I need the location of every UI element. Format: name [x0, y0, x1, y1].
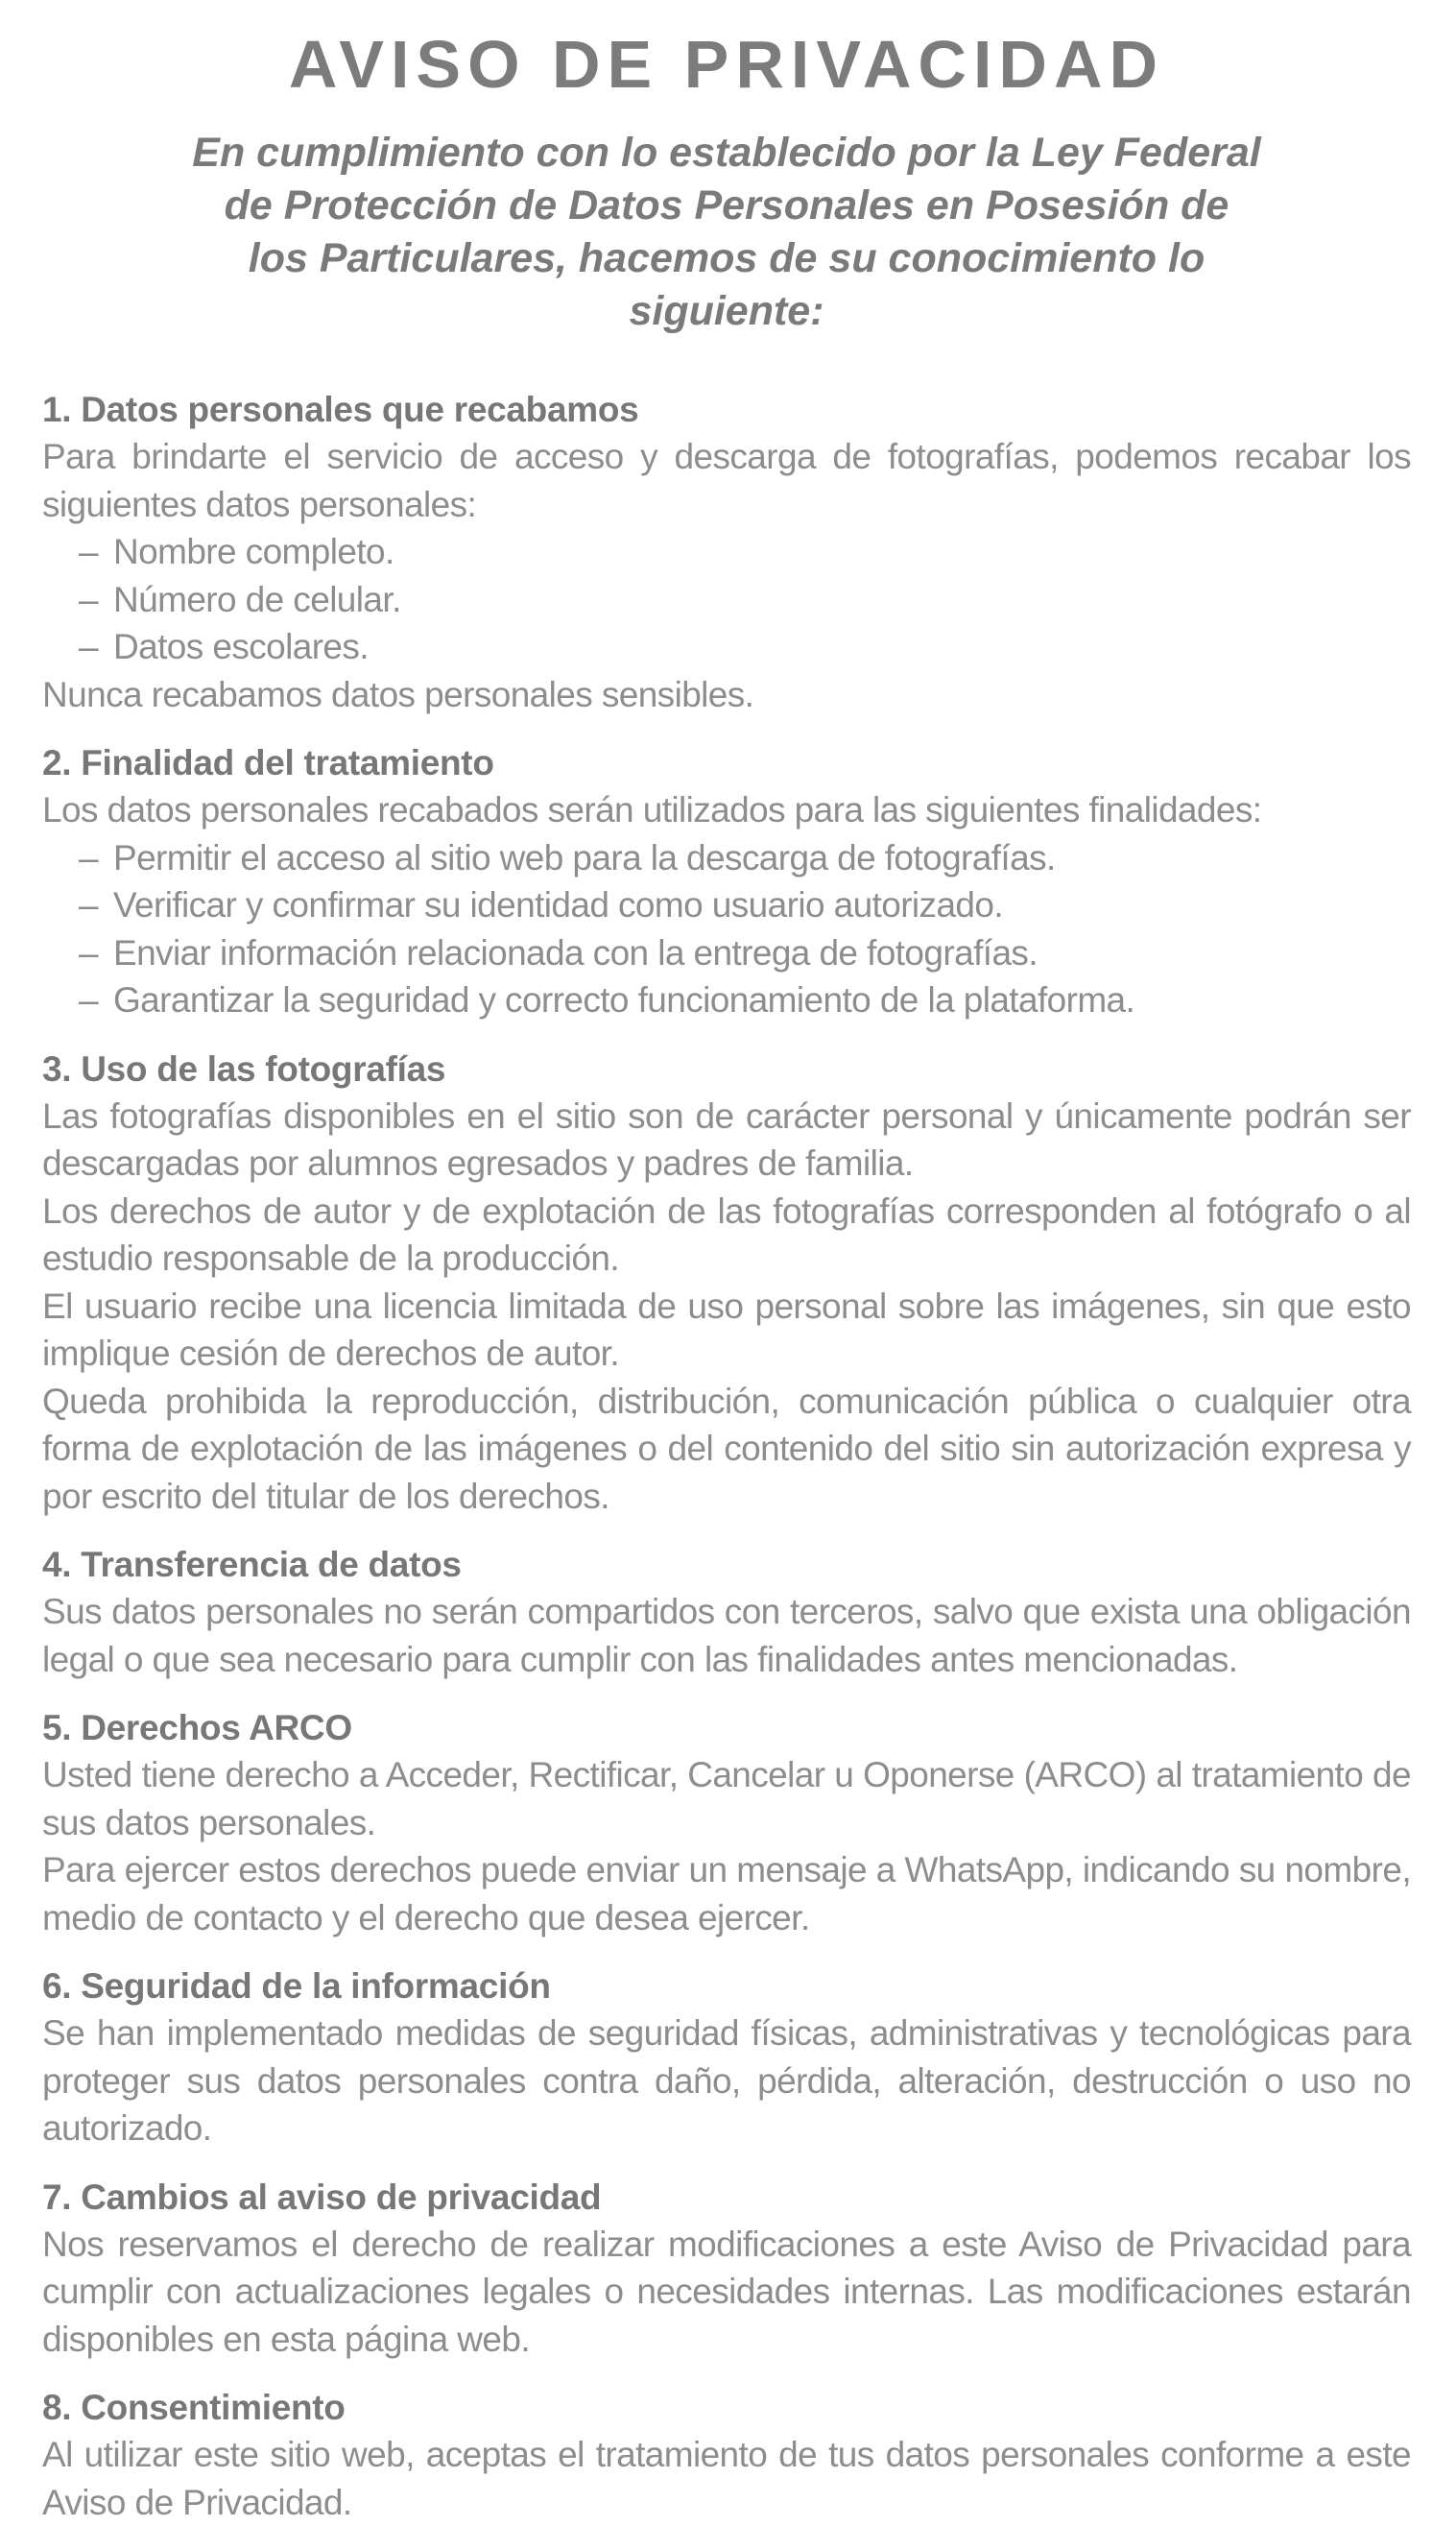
personal-data-list [42, 528, 1411, 671]
section-heading: 5. Derechos ARCO [42, 1708, 352, 1747]
section-heading: 8. Consentimiento [42, 2388, 346, 2427]
section-heading: 2. Finalidad del tratamiento [42, 743, 494, 782]
list-dash: – [79, 932, 98, 973]
section-paragraph: El usuario recibe una licencia limitada de uso personal sobre las imágenes, sin que esto implique cesión de derechos de autor. [42, 1286, 1411, 1373]
section-heading: 6. Seguridad de la información [42, 1966, 551, 2006]
section-arco-rights [42, 1704, 1411, 1941]
list-item-text: Enviar información relacionada con la entrega de fotografías. [113, 932, 1038, 973]
list-item [79, 834, 1411, 882]
sections-container [42, 386, 1411, 2526]
list-item-text: Datos escolares. [113, 627, 369, 666]
section-heading: 4. Transferencia de datos [42, 1545, 462, 1584]
section-paragraph: Las fotografías disponibles en el sitio son de carácter personal y únicamente podrán ser descargadas por alumnos egresados y padres de familia. [42, 1095, 1411, 1183]
section-heading: 1. Datos personales que recabamos [42, 390, 639, 429]
section-paragraph: Los derechos de autor y de explotación de las fotografías corresponden al fotógrafo o al estudio responsable de la producción. [42, 1191, 1411, 1278]
section-consent [42, 2384, 1411, 2526]
list-item-text: Permitir el acceso al sitio web para la descarga de fotografías. [113, 837, 1056, 878]
list-item [79, 929, 1411, 977]
page-subtitle: En cumplimiento con lo establecido por la Ley Federal de Protección de Datos Personales en Posesión de los Particulares, hacemos de su conocimiento lo siguiente: [192, 130, 1261, 334]
list-item [79, 528, 1411, 576]
list-item-text: Nombre completo. [113, 532, 394, 571]
section-paragraph: Se han implementado medidas de seguridad físicas, administrativas y tecnológicas para proteger sus datos personales contra daño, pérdida, alteración, destrucción o uso no autorizado. [42, 2013, 1411, 2148]
section-notice-changes [42, 2174, 1411, 2364]
section-paragraph: Los datos personales recabados serán utilizados para las siguientes finalidades: [42, 790, 1262, 830]
section-heading: 3. Uso de las fotografías [42, 1048, 446, 1089]
section-purpose [42, 739, 1411, 1024]
page-title: AVISO DE PRIVACIDAD [288, 27, 1165, 102]
section-heading: 7. Cambios al aviso de privacidad [42, 2177, 602, 2217]
section-paragraph: Queda prohibida la reproducción, distribución, comunicación pública o cualquier otra forma de explotación de las imágenes o del contenido del sitio sin autorización expresa y por escrito del titular de los derechos. [42, 1381, 1411, 1516]
section-data-transfer [42, 1541, 1411, 1683]
purpose-list [42, 834, 1411, 1024]
list-dash: – [79, 980, 98, 1020]
list-item-text: Número de celular. [113, 579, 401, 619]
section-paragraph: Usted tiene derecho a Acceder, Rectificar, Cancelar u Oponerse (ARCO) al tratamiento de sus datos personales. [42, 1755, 1411, 1842]
section-information-security [42, 1962, 1411, 2153]
list-item-text: Garantizar la seguridad y correcto funcionamiento de la plataforma. [113, 980, 1135, 1020]
list-item-text: Verificar y confirmar su identidad como usuario autorizado. [113, 885, 1004, 925]
list-dash: – [79, 885, 98, 925]
list-item [79, 623, 1411, 671]
section-paragraph: Nos reservamos el derecho de realizar modificaciones a este Aviso de Privacidad para cumplir con actualizaciones legales o necesidades internas. Las modificaciones estarán disponibles en esta página web. [42, 2224, 1411, 2359]
section-paragraph: Al utilizar este sitio web, aceptas el tratamiento de tus datos personales conforme a este Aviso de Privacidad. [42, 2435, 1411, 2522]
list-item [79, 881, 1411, 929]
list-dash: – [79, 627, 98, 666]
section-paragraph: Sus datos personales no serán compartidos con terceros, salvo que exista una obligación legal o que sea necesario para cumplir con las finalidades antes mencionadas. [42, 1592, 1411, 1679]
section-photo-use [42, 1046, 1411, 1521]
list-item [79, 976, 1411, 1024]
section-personal-data [42, 386, 1411, 718]
section-paragraph: Para brindarte el servicio de acceso y descarga de fotografías, podemos recabar los siguientes datos personales: [42, 437, 1411, 524]
section-paragraph: Para ejercer estos derechos puede enviar un mensaje a WhatsApp, indicando su nombre, medio de contacto y el derecho que desea ejercer. [42, 1850, 1411, 1937]
section-paragraph: Nunca recabamos datos personales sensibles. [42, 674, 754, 714]
list-dash: – [79, 532, 98, 571]
list-dash: – [79, 837, 98, 878]
list-item [79, 576, 1411, 624]
list-dash: – [79, 579, 98, 619]
